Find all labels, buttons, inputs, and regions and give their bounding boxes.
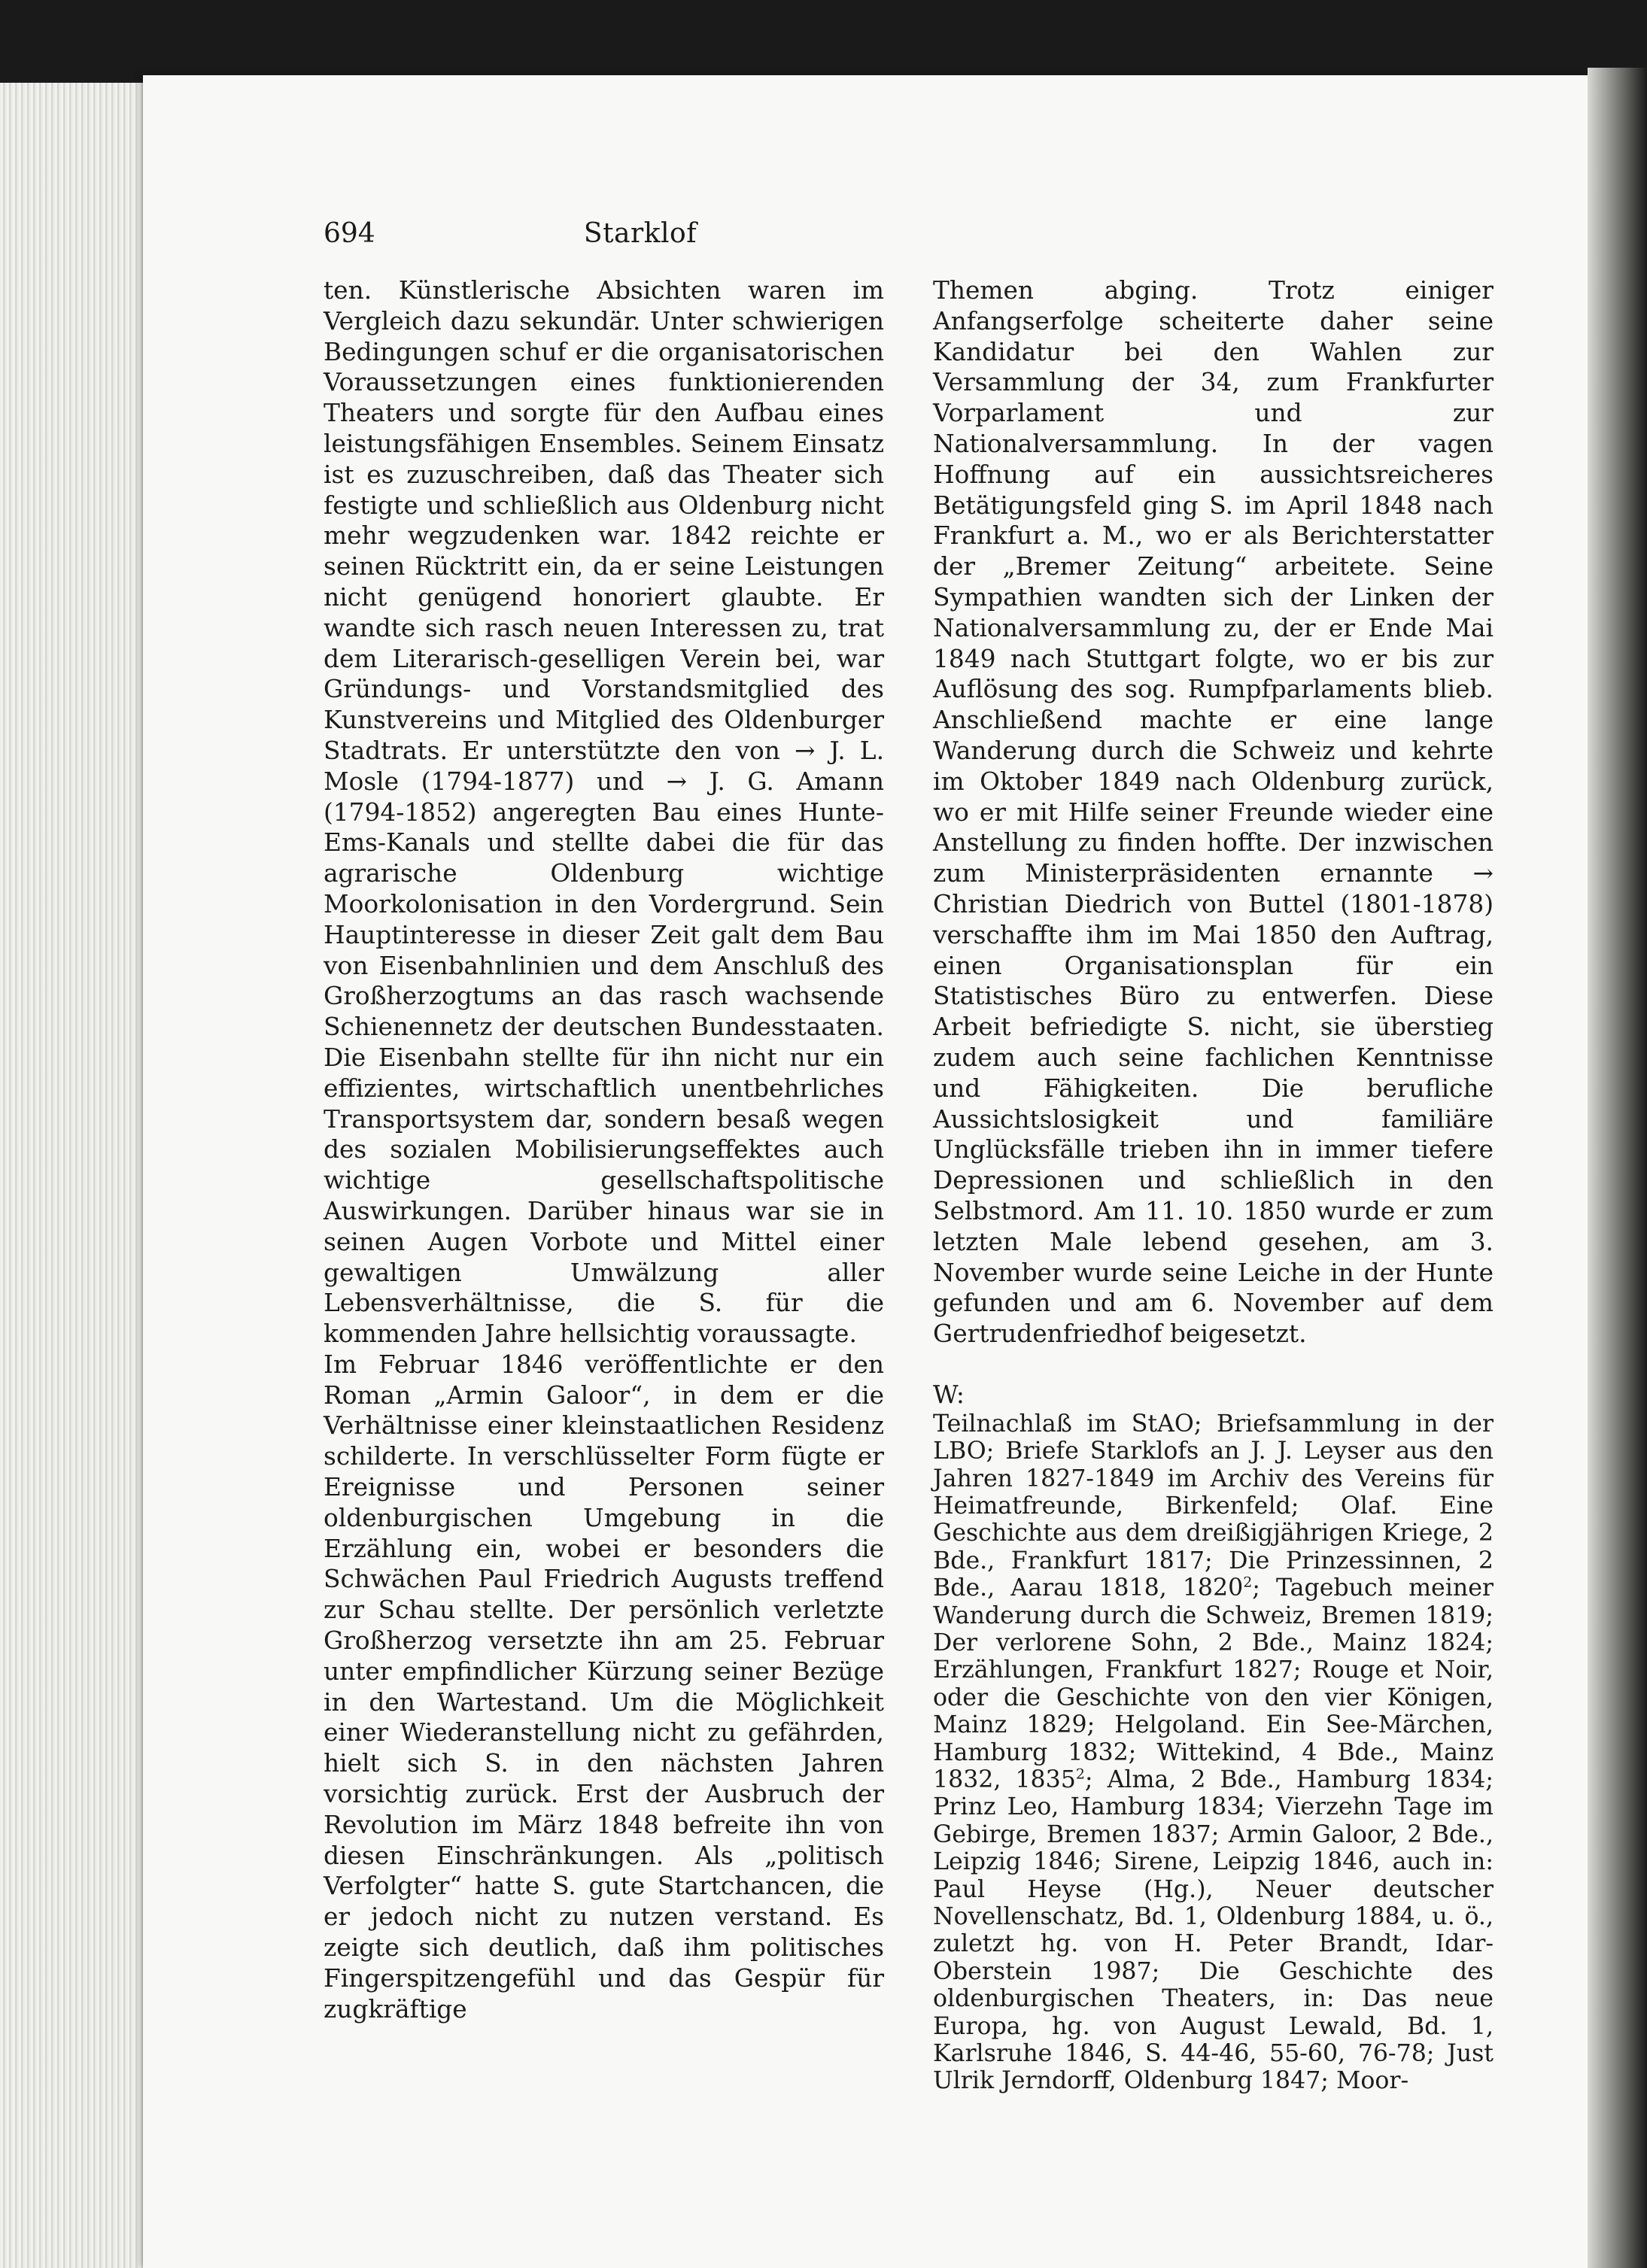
right-paragraph-1: Themen abging. Trotz einiger Anfangserfolge scheiterte daher seine Kandidatur bei den Wahlen zur Versammlung der 34, zum Frankfurter Vorparlament und zur Nationalversammlung. In der vagen Hoffnung auf ein aussichtsreicheres Betätigungsfeld ging S. im April 1848 nach Frankfurt a. M., wo er als Berichterstatter der „Bremer Zeitung“ arbeitete. Seine Sympathien wandten sich der Linken der Nationalversammlung zu, der er Ende Mai 1849 nach Stuttgart folgte, wo er bis zur Auflösung des sog. Rumpfparlaments blieb. Anschließend machte er eine lange Wanderung durch die Schweiz und kehrte im Oktober 1849 nach Oldenburg zurück, wo er mit Hilfe seiner Freunde wieder eine Anstellung zu finden hoffte. Der inzwischen zum Ministerpräsidenten ernannte → Christian Diedrich von Buttel (1801-1878) verschaffte ihm im Mai 1850 den Auftrag, einen Organisationsplan für ein Statistisches Büro zu entwerfen. Diese Arbeit befriedigte S. nicht, sie überstieg zudem auch seine fachlichen Kenntnisse und Fähigkeiten. Die berufliche Aussichtslosigkeit und familiäre Unglücksfälle trieben ihn in immer tiefere Depressionen und schließlich in den Selbstmord. Am 11. 10. 1850 wurde er zum letzten Male lebend gesehen, am 3. November wurde seine Leiche in der Hunte gefunden und am 6. November auf dem Gertrudenfriedhof beigesetzt. xyxy=(933,276,1494,1349)
left-column xyxy=(324,275,884,2024)
works-text-3: ; Alma, 2 Bde., Hamburg 1834; Prinz Leo, Hamburg 1834; Vierzehn Tage im Gebirge, Bremen 1837; Armin Galoor, 2 Bde., Leipzig 1846; Sirene, Leipzig 1846, auch in: Paul Heyse (Hg.), Neuer deutscher Novellenschatz, Bd. 1, Oldenburg 1884, u. ö., zuletzt hg. von H. Peter Brandt, Idar-Oberstein 1987; Die Geschichte des oldenburgischen Theaters, in: Das neue Europa, hg. von August Lewald, Bd. 1, Karlsruhe 1846, S. 44-46, 55-60, 76-78; Just Ulrik Jerndorff, Oldenburg 1847; Moor- xyxy=(933,1766,1494,2095)
left-paragraph-2: Im Februar 1846 veröffentlichte er den Roman „Armin Galoor“, in dem er die Verhältnisse einer kleinstaatlichen Residenz schilderte. In verschlüsselter Form fügte er Ereignisse und Personen seiner oldenburgischen Umgebung in die Erzählung ein, wobei er besonders die Schwächen Paul Friedrich Augusts treffend zur Schau stellte. Der persönlich verletzte Großherzog versetzte ihn am 25. Februar unter empfindlicher Kürzung seiner Bezüge in den Wartestand. Um die Möglichkeit einer Wiederanstellung nicht zu gefährden, hielt sich S. in den nächsten Jahren vorsichtig zurück. Erst der Ausbruch der Revolution im März 1848 befreite ihn von diesen Einschränkungen. Als „politisch Verfolgter“ hatte S. gute Startchancen, die er jedoch nicht zu nutzen verstand. Es zeigte sich deutlich, daß ihm politisches Fingerspitzengefühl und das Gespür für zugkräftige xyxy=(324,1350,884,2024)
page-gutter-shadow xyxy=(1588,68,1647,2268)
right-column xyxy=(933,275,1494,2095)
page-number: 694 xyxy=(324,218,375,249)
works-sup-2: 2 xyxy=(1075,1766,1085,1783)
left-paragraph-1: ten. Künstlerische Absichten waren im Vergleich dazu sekundär. Unter schwierigen Bedingungen schuf er die organisatorischen Voraussetzungen eines funktionierenden Theaters und sorgte für den Aufbau eines leistungsfähigen Ensembles. Seinem Einsatz ist es zuzuschreiben, daß das Theater sich festigte und schließlich aus Oldenburg nicht mehr wegzudenken war. 1842 reichte er seinen Rücktritt ein, da er seine Leistungen nicht genügend honoriert glaubte. Er wandte sich rasch neuen Interessen zu, trat dem Literarisch-geselligen Verein bei, war Gründungs- und Vorstandsmitglied des Kunstvereins und Mitglied des Oldenburger Stadtrats. Er unterstützte den von → J. L. Mosle (1794-1877) und → J. G. Amann (1794-1852) angeregten Bau eines Hunte-Ems-Kanals und stellte dabei die für das agrarische Oldenburg wichtige Moorkolonisation in den Vordergrund. Sein Hauptinteresse in dieser Zeit galt dem Bau von Eisenbahnlinien und dem Anschluß des Großherzogtums an das rasch wachsende Schienennetz der deutschen Bundesstaaten. Die Eisenbahn stellte für ihn nicht nur ein effizientes, wirtschaftlich unentbehrliches Transportsystem dar, sondern besaß wegen des sozialen Mobilisierungseffektes auch wichtige gesellschaftspolitische Auswirkungen. Darüber hinaus war sie in seinen Augen Vorbote und Mittel einer gewaltigen Umwälzung aller Lebensverhältnisse, die S. für die kommenden Jahre hellsichtig voraussagte. xyxy=(324,276,884,1349)
works-list xyxy=(933,1410,1494,2095)
works-sup-1: 2 xyxy=(1243,1574,1253,1591)
running-head: Starklof xyxy=(583,218,697,249)
works-label: W: xyxy=(933,1380,965,1409)
book-page-edges xyxy=(0,83,152,2268)
works-text-2: ; Tagebuch meiner Wanderung durch die Schweiz, Bremen 1819; Der verlorene Sohn, 2 Bde., Mainz 1824; Erzählungen, Frankfurt 1827; Rouge et Noir, oder die Geschichte von den vier Königen, Mainz 1829; Helgoland. Ein See-Märchen, Hamburg 1832; Wittekind, 4 Bde., Mainz 1832, 1835 xyxy=(933,1574,1494,1793)
works-text-1: Teilnachlaß im StAO; Briefsammlung in der LBO; Briefe Starklofs an J. J. Leyser aus den Jahren 1827-1849 im Archiv des Vereins für Heimatfreunde, Birkenfeld; Olaf. Eine Geschichte aus dem dreißigjährigen Kriege, 2 Bde., Frankfurt 1817; Die Prinzessinnen, 2 Bde., Aarau 1818, 1820 xyxy=(933,1410,1494,1602)
page-header xyxy=(324,218,957,256)
